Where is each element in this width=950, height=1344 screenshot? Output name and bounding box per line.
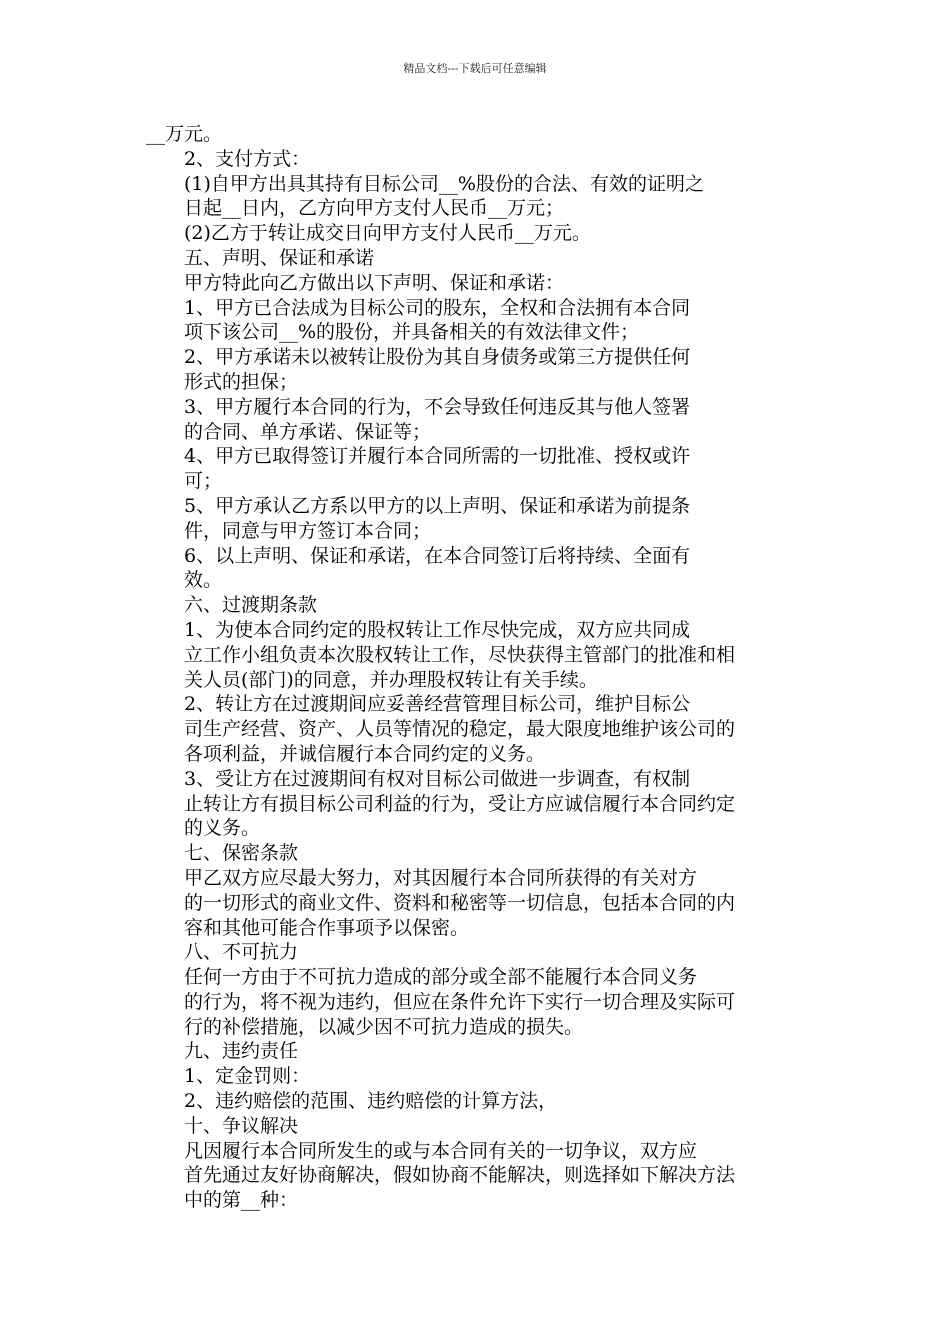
text-line: 日起__日内，乙方向甲方支付人民币__万元； — [184, 197, 565, 220]
text-line: 1、定金罚则： — [184, 1065, 311, 1088]
paragraph — [146, 692, 806, 766]
paragraph — [146, 1064, 806, 1089]
text-line: 七、保密条款 — [184, 842, 299, 865]
paragraph — [146, 444, 806, 494]
paragraph — [146, 1114, 806, 1139]
text-line: 项下该公司__%的股份，并具备相关的有效法律文件； — [184, 321, 640, 344]
text-line: 八、不可抗力 — [184, 941, 299, 964]
paragraph — [146, 147, 806, 172]
text-line: 效。 — [184, 569, 223, 592]
text-line: 2、违约赔偿的范围、违约赔偿的计算方法， — [184, 1090, 558, 1113]
paragraph — [146, 271, 806, 296]
text-line: 甲方特此向乙方做出以下声明、保证和承诺： — [184, 271, 565, 294]
paragraph — [146, 172, 806, 222]
paragraph — [146, 618, 806, 692]
text-line: 件，同意与甲方签订本合同； — [184, 519, 432, 542]
page-header: 精品文档---下载后可任意编辑 — [403, 62, 547, 75]
text-line: 2、甲方承诺未以被转让股份为其自身债务或第三方提供任何 — [184, 346, 691, 369]
text-line: 各项利益，并诚信履行本合同约定的义务。 — [184, 742, 546, 765]
text-line: 的义务。 — [184, 817, 261, 840]
text-line: 的行为，将不视为违约，但应在条件允许下实行一切合理及实际可 — [184, 990, 736, 1013]
text-line: __万元。 — [146, 123, 223, 145]
paragraph — [146, 544, 806, 594]
text-line: 止转让方有损目标公司利益的行为，受让方应诚信履行本合同约定 — [184, 792, 736, 815]
text-line: 2、转让方在过渡期间应妥善经营管理目标公司，维护目标公 — [184, 693, 691, 716]
paragraph — [146, 296, 806, 346]
text-line: 1、为使本合同约定的股权转让工作尽快完成，双方应共同成 — [184, 618, 691, 641]
text-line: 的一切形式的商业文件、资料和秘密等一切信息，包括本合同的内 — [184, 891, 736, 914]
text-line: 九、违约责任 — [184, 1040, 299, 1063]
text-line: 关人员(部门)的同意，并办理股权转让有关手续。 — [184, 668, 598, 691]
text-line: 容和其他可能合作事项予以保密。 — [184, 916, 470, 939]
paragraph — [146, 767, 806, 841]
text-line: 3、受让方在过渡期间有权对目标公司做进一步调查，有权制 — [184, 767, 691, 790]
paragraph — [146, 246, 806, 271]
paragraph — [146, 221, 806, 246]
paragraph — [146, 593, 806, 618]
text-line: 形式的担保； — [184, 370, 299, 393]
text-line: 1、甲方已合法成为目标公司的股东，全权和合法拥有本合同 — [184, 296, 691, 319]
paragraph — [146, 1089, 806, 1114]
paragraph — [146, 1139, 806, 1213]
text-line: 可； — [184, 470, 223, 493]
text-line: 十、争议解决 — [184, 1114, 299, 1137]
text-line: 甲乙双方应尽最大努力，对其因履行本合同所获得的有关对方 — [184, 866, 698, 889]
paragraph — [146, 965, 806, 1039]
paragraph — [146, 866, 806, 940]
paragraph — [146, 395, 806, 445]
text-line: 中的第__种： — [184, 1189, 299, 1212]
text-line: 2、支付方式： — [184, 147, 311, 170]
text-line: 6、以上声明、保证和承诺，在本合同签订后将持续、全面有 — [184, 544, 691, 567]
text-line: 凡因履行本合同所发生的或与本合同有关的一切争议，双方应 — [184, 1139, 698, 1162]
paragraph — [146, 841, 806, 866]
paragraph — [146, 1039, 806, 1064]
paragraph — [146, 122, 806, 147]
text-line: 4、甲方已取得签订并履行本合同所需的一切批准、授权或许 — [184, 445, 691, 468]
text-line: 行的补偿措施，以减少因不可抗力造成的损失。 — [184, 1015, 584, 1038]
paragraph — [146, 494, 806, 544]
paragraph — [146, 940, 806, 965]
text-line: 立工作小组负责本次股权转让工作，尽快获得主管部门的批准和相 — [184, 643, 736, 666]
text-line: 司生产经营、资产、人员等情况的稳定，最大限度地维护该公司的 — [184, 718, 736, 741]
text-line: 首先通过友好协商解决，假如协商不能解决，则选择如下解决方法 — [184, 1164, 736, 1187]
text-line: (2)乙方于转让成交日向甲方支付人民币__万元。 — [184, 222, 591, 245]
text-line: (1)自甲方出具其持有目标公司__%股份的合法、有效的证明之 — [184, 172, 704, 195]
text-line: 五、声明、保证和承诺 — [184, 246, 375, 269]
text-line: 3、甲方履行本合同的行为，不会导致任何违反其与他人签署 — [184, 395, 691, 418]
document-body — [146, 122, 806, 1213]
text-line: 任何一方由于不可抗力造成的部分或全部不能履行本合同义务 — [184, 966, 698, 989]
paragraph — [146, 345, 806, 395]
text-line: 5、甲方承认乙方系以甲方的以上声明、保证和承诺为前提条 — [184, 494, 691, 517]
text-line: 六、过渡期条款 — [184, 594, 318, 617]
text-line: 的合同、单方承诺、保证等； — [184, 420, 432, 443]
